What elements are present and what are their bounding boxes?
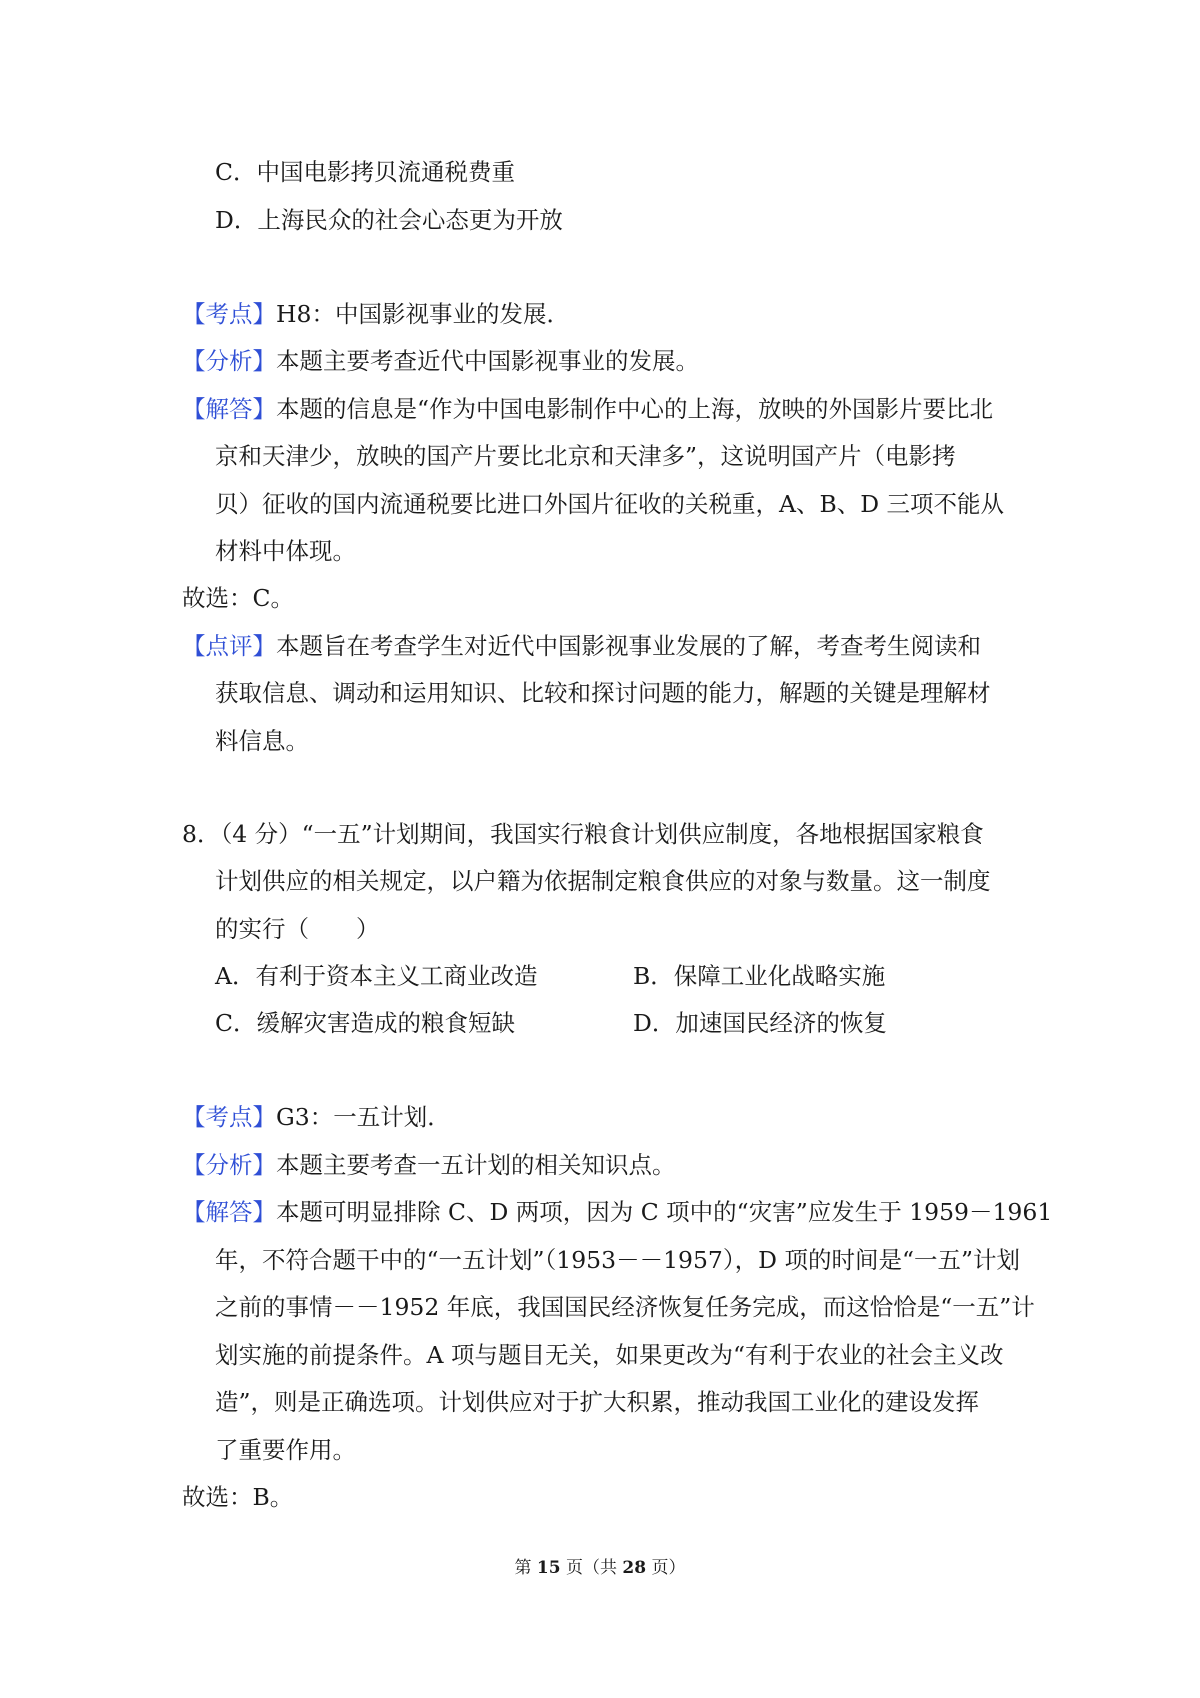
jieda-continuation: 贝）征收的国内流通税要比进口外国片征收的关税重，A、B、D 三项不能从 bbox=[215, 490, 1005, 518]
jieda-continuation: 京和天津少，放映的国产片要比北京和天津多”，这说明国产片（电影拷 bbox=[215, 442, 956, 470]
guxuan-line: 故选：B。 bbox=[182, 1483, 294, 1511]
kaodian-line bbox=[182, 299, 570, 329]
kaodian-tag: 【考点】 bbox=[182, 1103, 276, 1131]
jieda-continuation: 年，不符合题干中的“一五计划”（1953－－1957），D 项的时间是“一五”计划 bbox=[215, 1246, 1020, 1274]
guxuan-line: 故选：C。 bbox=[182, 584, 294, 612]
jieda-continuation: 之前的事情－－1952 年底，我国国民经济恢复任务完成，而这恰恰是“一五”计 bbox=[215, 1293, 1035, 1321]
option-text: 上海民众的社会心态更为开放 bbox=[257, 206, 563, 234]
option-c bbox=[215, 157, 515, 187]
page-footer bbox=[0, 1557, 1200, 1579]
question-text: （4 分）“一五”计划期间，我国实行粮食计划供应制度，各地根据国家粮食 bbox=[220, 820, 984, 848]
question-8-line bbox=[182, 819, 984, 849]
option-text: 中国电影拷贝流通税费重 bbox=[256, 158, 515, 186]
option-a bbox=[215, 961, 537, 991]
footer-prefix: 第 bbox=[514, 1558, 537, 1578]
question-number: 8． bbox=[182, 820, 221, 848]
dianping-line bbox=[182, 631, 981, 661]
option-c bbox=[215, 1008, 515, 1038]
option-b bbox=[633, 961, 885, 991]
dianping-continuation: 料信息。 bbox=[215, 727, 309, 755]
jieda-tag: 【解答】 bbox=[182, 395, 276, 423]
kaodian-line bbox=[182, 1102, 451, 1132]
jieda-continuation: 造”，则是正确选项。计划供应对于扩大积累，推动我国工业化的建设发挥 bbox=[215, 1388, 980, 1416]
page-number: 15 bbox=[536, 1558, 561, 1578]
fenxi-text: 本题主要考查近代中国影视事业的发展。 bbox=[276, 347, 699, 375]
jieda-continuation: 了重要作用。 bbox=[215, 1436, 356, 1464]
question-continuation: 的实行（ ） bbox=[215, 915, 380, 943]
jieda-line bbox=[182, 394, 993, 424]
option-letter: A． bbox=[215, 962, 256, 990]
fenxi-line bbox=[182, 346, 699, 376]
dianping-text: 本题旨在考查学生对近代中国影视事业发展的了解，考查考生阅读和 bbox=[276, 632, 981, 660]
option-letter: C． bbox=[215, 158, 257, 186]
dianping-continuation: 获取信息、调动和运用知识、比较和探讨问题的能力，解题的关键是理解材 bbox=[215, 679, 991, 707]
option-letter: C． bbox=[215, 1009, 257, 1037]
fenxi-line bbox=[182, 1150, 676, 1180]
option-text: 保障工业化战略实施 bbox=[673, 962, 886, 990]
option-letter: D． bbox=[633, 1009, 676, 1037]
option-letter: D． bbox=[215, 206, 258, 234]
jieda-continuation: 材料中体现。 bbox=[215, 537, 356, 565]
option-text: 缓解灾害造成的粮食短缺 bbox=[256, 1009, 515, 1037]
footer-middle: 页（共 bbox=[560, 1558, 623, 1578]
question-continuation: 计划供应的相关规定，以户籍为依据制定粮食供应的对象与数量。这一制度 bbox=[215, 867, 991, 895]
fenxi-text: 本题主要考查一五计划的相关知识点。 bbox=[276, 1151, 676, 1179]
jieda-continuation: 划实施的前提条件。A 项与题目无关，如果更改为“有利于农业的社会主义改 bbox=[215, 1341, 1004, 1369]
kaodian-text: H8：中国影视事业的发展． bbox=[276, 300, 570, 328]
jieda-text: 本题的信息是“作为中国电影制作中心的上海，放映的外国影片要比北 bbox=[276, 395, 994, 423]
kaodian-text: G3：一五计划． bbox=[276, 1103, 451, 1131]
dianping-tag: 【点评】 bbox=[182, 632, 276, 660]
fenxi-tag: 【分析】 bbox=[182, 347, 276, 375]
jieda-line bbox=[182, 1197, 1052, 1227]
option-d bbox=[633, 1008, 887, 1038]
jieda-tag: 【解答】 bbox=[182, 1198, 276, 1226]
total-pages: 28 bbox=[622, 1558, 647, 1578]
jieda-text: 本题可明显排除 C、D 两项，因为 C 项中的“灾害”应发生于 1959－1961 bbox=[276, 1198, 1053, 1226]
option-d bbox=[215, 205, 563, 235]
option-text: 有利于资本主义工商业改造 bbox=[255, 962, 538, 990]
kaodian-tag: 【考点】 bbox=[182, 300, 276, 328]
option-text: 加速国民经济的恢复 bbox=[675, 1009, 887, 1037]
option-letter: B． bbox=[633, 962, 674, 990]
fenxi-tag: 【分析】 bbox=[182, 1151, 276, 1179]
footer-suffix: 页） bbox=[646, 1558, 686, 1578]
